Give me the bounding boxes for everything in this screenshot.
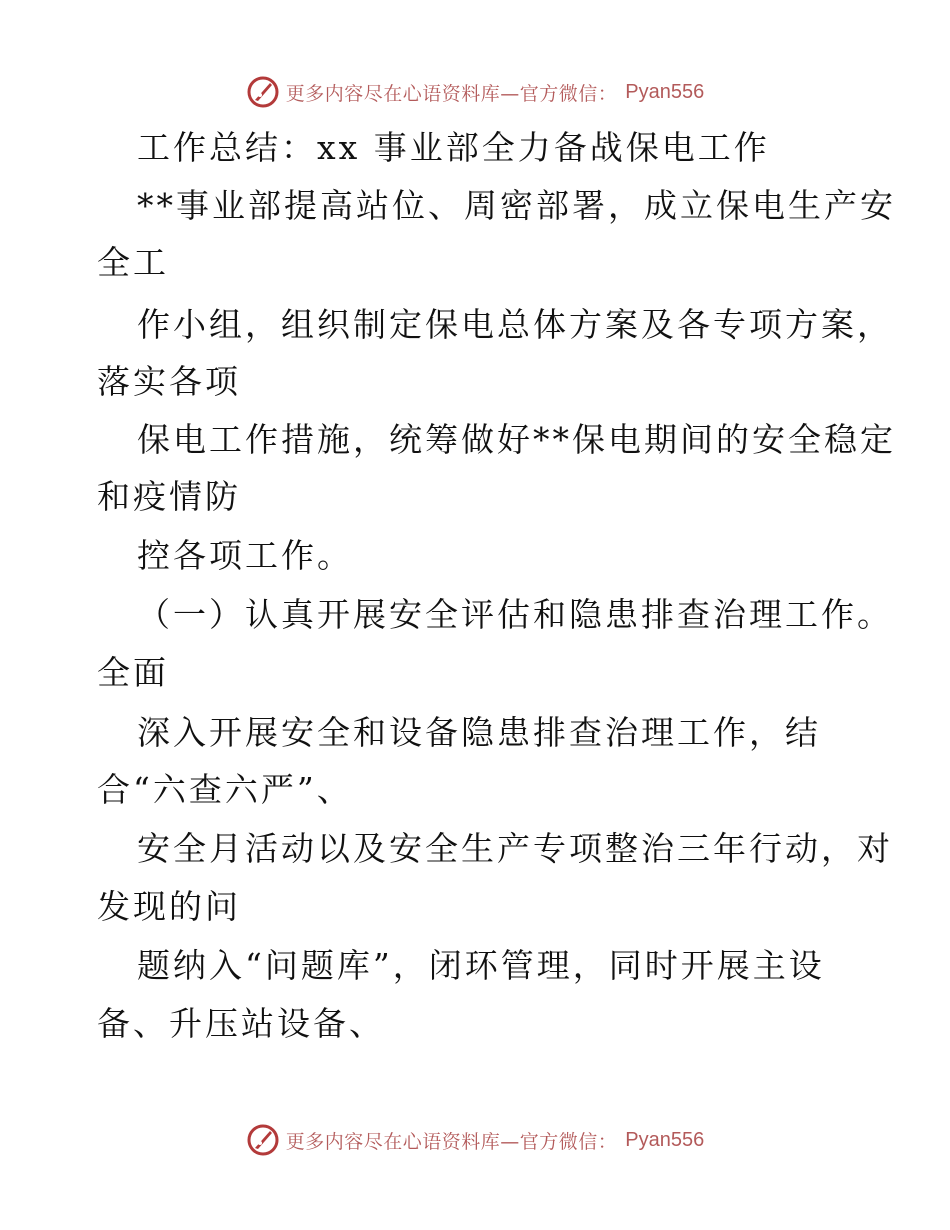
- banner-wechat-id: Pyan556: [625, 80, 705, 103]
- banner-text: 更多内容尽在心语资料库—官方微信：: [285, 1130, 618, 1153]
- paragraph-line: 安全月活动以及安全生产专项整治三年行动，对: [137, 829, 893, 868]
- quill-logo-icon: [246, 75, 280, 109]
- paragraph-line: 落实各项: [97, 362, 241, 401]
- paragraph-line: 发现的问: [97, 887, 241, 926]
- paragraph-line: 作小组，组织制定保电总体方案及各专项方案，: [137, 305, 893, 344]
- title-line: 工作总结：xx 事业部全力备战保电工作: [137, 128, 770, 167]
- paragraph-line: 题纳入“问题库”，闭环管理，同时开展主设: [137, 946, 825, 985]
- header-banner: [0, 72, 950, 112]
- paragraph-line: 全工: [97, 243, 169, 282]
- banner-text: 更多内容尽在心语资料库—官方微信：: [285, 82, 618, 105]
- paragraph-line: 备、升压站设备、: [97, 1004, 385, 1043]
- paragraph-line: 和疫情防: [97, 477, 241, 516]
- paragraph-line: **事业部提高站位、周密部署，成立保电生产安: [137, 186, 896, 225]
- paragraph-line: 深入开展安全和设备隐患排查治理工作，结: [137, 713, 821, 752]
- footer-banner: [0, 1120, 950, 1160]
- paragraph-line: 全面: [97, 653, 169, 692]
- paragraph-line: 控各项工作。: [137, 536, 353, 575]
- paragraph-line: 合“六查六严”、: [97, 770, 353, 809]
- quill-logo-icon: [246, 1123, 280, 1157]
- section-heading-line: （一）认真开展安全评估和隐患排查治理工作。: [137, 595, 893, 634]
- banner-wechat-id: Pyan556: [625, 1128, 705, 1151]
- paragraph-line: 保电工作措施，统筹做好**保电期间的安全稳定: [137, 420, 896, 459]
